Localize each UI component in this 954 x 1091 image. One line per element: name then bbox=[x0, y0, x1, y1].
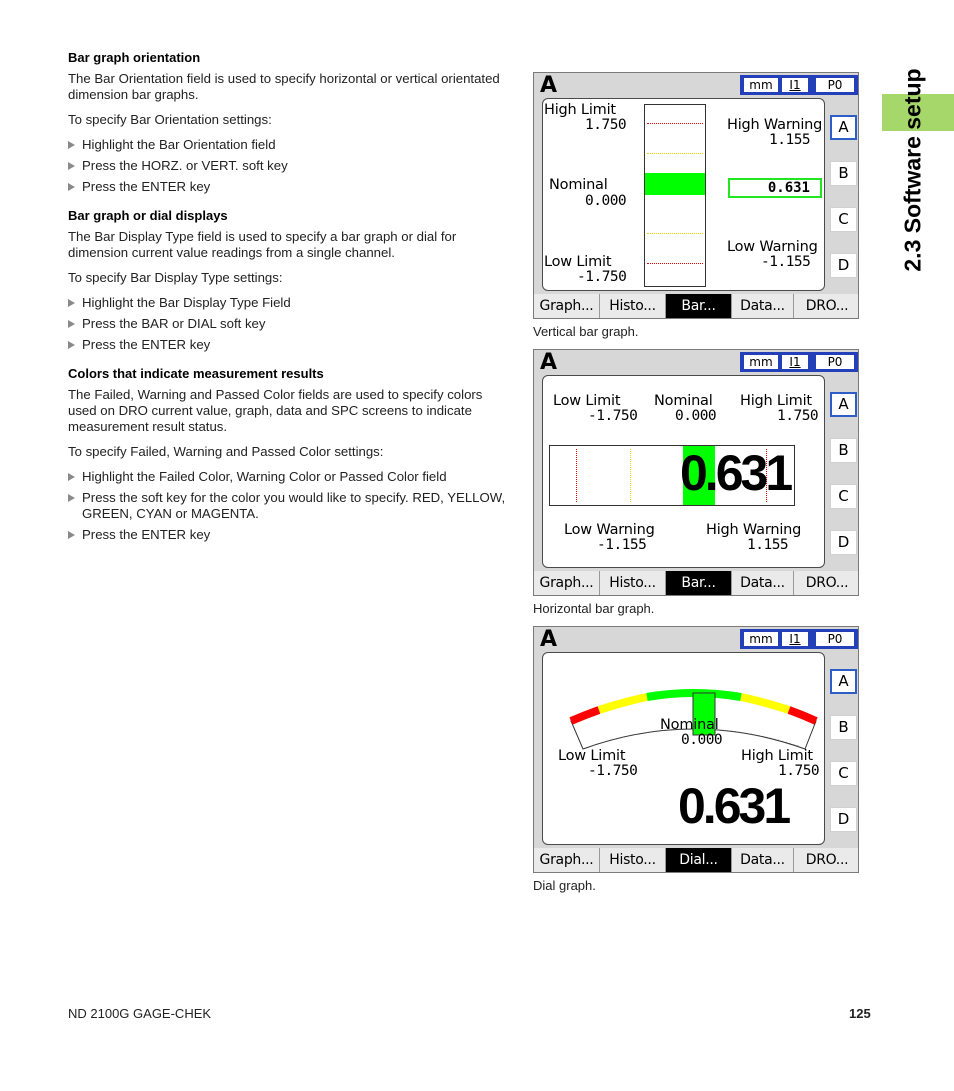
softkey-bar[interactable]: Bar... bbox=[666, 294, 732, 318]
high-limit-value: 1.750 bbox=[778, 763, 820, 779]
step-item bbox=[68, 179, 513, 195]
step-text: Highlight the Failed Color, Warning Color or Passed Color field bbox=[82, 469, 447, 484]
unit-indicator: mm bbox=[744, 78, 778, 92]
nominal-value: 0.000 bbox=[585, 193, 627, 209]
softkey-histo[interactable]: Histo... bbox=[600, 294, 666, 318]
step-text: Highlight the Bar Display Type Field bbox=[82, 295, 291, 310]
low-limit-label: Low Limit bbox=[544, 254, 612, 270]
softkey-dro[interactable]: DRO... bbox=[805, 298, 849, 314]
manual-text-column bbox=[68, 50, 513, 548]
section-heading: Bar graph or dial displays bbox=[68, 208, 228, 223]
bullet-arrow-icon bbox=[68, 341, 75, 349]
low-limit-line bbox=[576, 449, 577, 502]
horizontal-bar-screen bbox=[533, 349, 859, 596]
current-value-box: 0.631 bbox=[728, 178, 822, 198]
part-indicator: P0 bbox=[816, 355, 854, 369]
section-heading: Bar graph orientation bbox=[68, 50, 201, 65]
channel-label: A bbox=[540, 350, 558, 375]
low-limit-value: -1.750 bbox=[588, 763, 638, 779]
step-text: Press the ENTER key bbox=[82, 179, 211, 194]
softkey-graph[interactable]: Graph... bbox=[534, 848, 600, 872]
tool-indicator: I1 bbox=[782, 78, 808, 92]
softkey-data[interactable]: Data... bbox=[732, 294, 794, 318]
high-limit-label: High Limit bbox=[740, 393, 812, 409]
side-key-a[interactable]: A bbox=[830, 115, 857, 140]
current-value: 0.631 bbox=[678, 778, 789, 834]
channel-label: A bbox=[540, 627, 558, 652]
softkey-bar bbox=[534, 848, 859, 872]
section-intro: The Bar Display Type field is used to specify a bar graph or dial for dimension current value readings from a single channel. bbox=[68, 229, 457, 260]
section-intro: The Failed, Warning and Passed Color fields are used to specify colors used on DRO current value, graph, data and SPC screens to indicate measurement result status. bbox=[68, 387, 483, 434]
high-warning-value: 1.155 bbox=[747, 537, 789, 553]
step-item bbox=[68, 469, 513, 485]
side-key-c[interactable]: C bbox=[830, 207, 857, 232]
high-limit-label: High Limit bbox=[741, 748, 813, 764]
bullet-arrow-icon bbox=[68, 141, 75, 149]
step-text: Press the HORZ. or VERT. soft key bbox=[82, 158, 288, 173]
high-limit-value: 1.750 bbox=[585, 117, 627, 133]
status-bar bbox=[740, 629, 858, 649]
tool-indicator: I1 bbox=[782, 632, 808, 646]
high-limit-line bbox=[647, 123, 703, 124]
nominal-label: Nominal bbox=[660, 717, 719, 733]
softkey-graph[interactable]: Graph... bbox=[534, 571, 600, 595]
step-item bbox=[68, 337, 513, 353]
step-text: Highlight the Bar Orientation field bbox=[82, 137, 276, 152]
low-limit-label: Low Limit bbox=[558, 748, 626, 764]
bullet-arrow-icon bbox=[68, 162, 75, 170]
side-key-a[interactable]: A bbox=[830, 392, 857, 417]
low-warning-label: Low Warning bbox=[564, 522, 655, 538]
high-warning-value: 1.155 bbox=[769, 132, 811, 148]
softkey-bar[interactable]: Bar... bbox=[666, 571, 732, 595]
nominal-value: 0.000 bbox=[675, 408, 717, 424]
bullet-arrow-icon bbox=[68, 494, 75, 502]
softkey-dro[interactable]: DRO... bbox=[805, 575, 849, 591]
low-limit-value: -1.750 bbox=[588, 408, 638, 424]
softkey-histo[interactable]: Histo... bbox=[600, 571, 666, 595]
low-warning-line bbox=[630, 449, 631, 502]
side-key-c[interactable]: C bbox=[830, 484, 857, 509]
section-lead: To specify Failed, Warning and Passed Color settings: bbox=[68, 444, 384, 459]
dial-display-area bbox=[542, 652, 825, 845]
side-key-a[interactable]: A bbox=[830, 669, 857, 694]
low-warning-value: -1.155 bbox=[597, 537, 647, 553]
softkey-bar bbox=[534, 571, 859, 595]
side-key-b[interactable]: B bbox=[830, 438, 857, 463]
step-text: Press the ENTER key bbox=[82, 527, 211, 542]
figure-caption: Horizontal bar graph. bbox=[533, 601, 655, 616]
vertical-bar-screen bbox=[533, 72, 859, 319]
figure-caption: Dial graph. bbox=[533, 878, 596, 893]
part-indicator: P0 bbox=[816, 632, 854, 646]
softkey-dro[interactable]: DRO... bbox=[805, 852, 849, 868]
step-item bbox=[68, 490, 513, 522]
bullet-arrow-icon bbox=[68, 473, 75, 481]
current-value: 0.631 bbox=[680, 445, 791, 501]
side-key-b[interactable]: B bbox=[830, 161, 857, 186]
softkey-data[interactable]: Data... bbox=[732, 571, 794, 595]
nominal-value: 0.000 bbox=[681, 732, 723, 748]
tool-indicator: I1 bbox=[782, 355, 808, 369]
status-bar bbox=[740, 352, 858, 372]
footer-title: ND 2100G GAGE-CHEK bbox=[68, 1006, 212, 1021]
low-warning-value: -1.155 bbox=[761, 254, 811, 270]
side-key-d[interactable]: D bbox=[830, 253, 857, 278]
low-limit-value: -1.750 bbox=[577, 269, 627, 285]
softkey-histo[interactable]: Histo... bbox=[600, 848, 666, 872]
high-limit-value: 1.750 bbox=[777, 408, 819, 424]
step-item bbox=[68, 137, 513, 153]
step-item bbox=[68, 527, 513, 543]
step-item bbox=[68, 158, 513, 174]
horizontal-bar bbox=[549, 445, 795, 506]
section-intro: The Bar Orientation field is used to specify horizontal or vertical orientated dimension bar graphs. bbox=[68, 71, 500, 102]
bar-display-area bbox=[542, 375, 825, 568]
bar-display-area bbox=[542, 98, 825, 291]
step-text: Press the ENTER key bbox=[82, 337, 211, 352]
step-text: Press the BAR or DIAL soft key bbox=[82, 316, 266, 331]
step-item bbox=[68, 316, 513, 332]
bullet-arrow-icon bbox=[68, 531, 75, 539]
chapter-tab-label: 2.3 Software setup bbox=[899, 68, 926, 272]
bullet-arrow-icon bbox=[68, 320, 75, 328]
part-indicator: P0 bbox=[816, 78, 854, 92]
section-heading: Colors that indicate measurement results bbox=[68, 366, 324, 381]
nominal-label: Nominal bbox=[549, 177, 608, 193]
nominal-label: Nominal bbox=[654, 393, 713, 409]
softkey-dial[interactable]: Dial... bbox=[666, 848, 732, 872]
value-fill bbox=[645, 173, 705, 195]
step-text: Press the soft key for the color you would like to specify. RED, YELLOW, GREEN, CYAN or MAGENTA. bbox=[82, 490, 506, 521]
vertical-bar bbox=[644, 104, 706, 287]
side-key-d[interactable]: D bbox=[830, 807, 857, 832]
section-lead: To specify Bar Display Type settings: bbox=[68, 270, 283, 285]
unit-indicator: mm bbox=[744, 632, 778, 646]
bullet-arrow-icon bbox=[68, 299, 75, 307]
dial-screen bbox=[533, 626, 859, 873]
page-number: 125 bbox=[849, 1006, 871, 1021]
low-warning-label: Low Warning bbox=[727, 239, 818, 255]
high-warning-label: High Warning bbox=[727, 117, 823, 133]
status-bar bbox=[740, 75, 858, 95]
bullet-arrow-icon bbox=[68, 183, 75, 191]
high-warning-line bbox=[647, 153, 703, 154]
softkey-bar bbox=[534, 294, 859, 318]
step-item bbox=[68, 295, 513, 311]
low-limit-line bbox=[647, 263, 703, 264]
section-lead: To specify Bar Orientation settings: bbox=[68, 112, 272, 127]
side-key-d[interactable]: D bbox=[830, 530, 857, 555]
side-key-c[interactable]: C bbox=[830, 761, 857, 786]
channel-label: A bbox=[540, 73, 558, 98]
high-warning-label: High Warning bbox=[706, 522, 802, 538]
softkey-data[interactable]: Data... bbox=[732, 848, 794, 872]
high-limit-label: High Limit bbox=[544, 102, 616, 118]
side-key-b[interactable]: B bbox=[830, 715, 857, 740]
softkey-graph[interactable]: Graph... bbox=[534, 294, 600, 318]
unit-indicator: mm bbox=[744, 355, 778, 369]
figure-caption: Vertical bar graph. bbox=[533, 324, 639, 339]
low-limit-label: Low Limit bbox=[553, 393, 621, 409]
chapter-tab bbox=[893, 40, 933, 300]
low-warning-line bbox=[647, 233, 703, 234]
